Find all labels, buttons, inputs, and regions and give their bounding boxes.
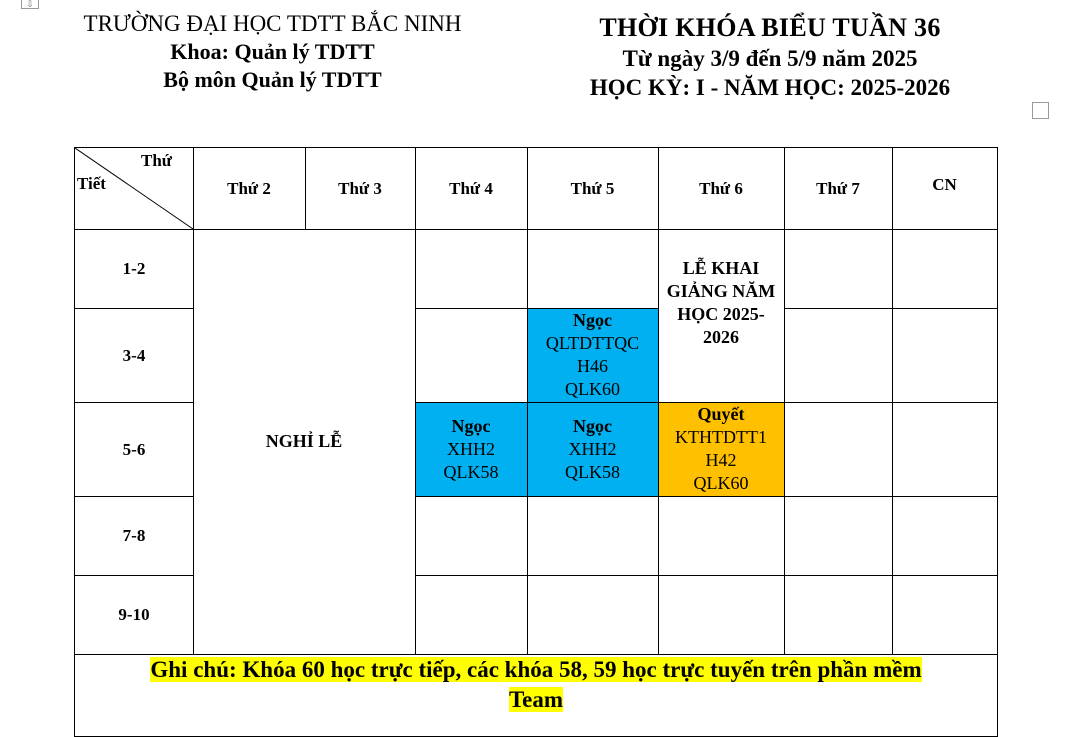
period-label: 3-4 bbox=[122, 345, 146, 365]
course-code: KTHTDTT1 bbox=[675, 427, 767, 447]
date-range: Từ ngày 3/9 đến 5/9 năm 2025 bbox=[622, 46, 918, 71]
checkbox[interactable] bbox=[1032, 102, 1049, 119]
timetable-title: THỜI KHÓA BIỂU TUẦN 36 bbox=[599, 13, 941, 42]
department-name: Bộ môn Quản lý TDTT bbox=[163, 67, 382, 92]
teacher-name: Ngọc bbox=[573, 310, 612, 330]
cohort-code: QLK58 bbox=[443, 461, 499, 482]
class-cell-thu5-tiet56[interactable] bbox=[527, 402, 658, 496]
note-line-1: Ghi chú: Khóa 60 học trực tiếp, các khóa 58, 59 học trực tuyến trên phần mềm bbox=[150, 657, 922, 682]
holiday-cell: NGHỈ LỄ bbox=[265, 431, 343, 451]
opening-ceremony-cell: LỄ KHAI GIẢNG NĂM HỌC 2025-2026 bbox=[666, 258, 776, 347]
day-header: Thứ 6 bbox=[699, 179, 743, 198]
note-line-2: Team bbox=[508, 687, 564, 712]
class-cell-thu4-tiet56[interactable] bbox=[415, 402, 527, 496]
faculty-name: Khoa: Quản lý TDTT bbox=[170, 39, 375, 64]
row-divider bbox=[415, 402, 997, 403]
row-divider bbox=[415, 575, 997, 576]
day-header: Thứ 7 bbox=[816, 179, 860, 198]
period-label: 9-10 bbox=[118, 605, 150, 624]
cohort-code: QLK58 bbox=[565, 461, 620, 482]
day-header: Thứ 5 bbox=[570, 179, 615, 198]
day-header: Thứ 4 bbox=[449, 179, 493, 198]
semester-label: HỌC KỲ: I - NĂM HỌC: 2025-2026 bbox=[589, 75, 951, 100]
school-name: TRƯỜNG ĐẠI HỌC TDTT BẮC NINH bbox=[83, 11, 462, 36]
note bbox=[75, 655, 997, 715]
corner-period-label: Tiết bbox=[77, 174, 106, 193]
header-right bbox=[555, 12, 985, 102]
row-divider bbox=[415, 308, 658, 309]
course-code: QLTDTTQC bbox=[545, 333, 640, 353]
teacher-name: Quyết bbox=[697, 404, 745, 424]
day-header: Thứ 3 bbox=[338, 179, 382, 198]
anchor-icon: ⇩ bbox=[21, 0, 39, 9]
corner-day-label: Thứ bbox=[141, 151, 172, 170]
teacher-name: Ngọc bbox=[573, 415, 612, 436]
period-label: 1-2 bbox=[122, 259, 146, 278]
day-header: CN bbox=[932, 174, 957, 194]
teacher-name: Ngọc bbox=[451, 415, 491, 436]
row-divider bbox=[784, 308, 997, 309]
room-code: H46 bbox=[577, 356, 608, 376]
column-divider bbox=[892, 148, 893, 654]
header-left bbox=[55, 10, 490, 94]
class-cell-thu5-tiet34[interactable] bbox=[527, 308, 658, 402]
timetable-grid bbox=[74, 147, 998, 737]
day-header: Thứ 2 bbox=[227, 179, 271, 198]
room-code: H42 bbox=[705, 450, 737, 470]
course-code: XHH2 bbox=[447, 438, 495, 459]
period-label: 5-6 bbox=[122, 439, 146, 459]
cohort-code: QLK60 bbox=[693, 473, 749, 493]
cohort-code: QLK60 bbox=[565, 379, 620, 399]
class-cell-thu6-tiet56[interactable] bbox=[658, 402, 784, 496]
course-code: XHH2 bbox=[568, 438, 617, 459]
period-label: 7-8 bbox=[122, 526, 146, 545]
row-divider bbox=[415, 496, 997, 497]
